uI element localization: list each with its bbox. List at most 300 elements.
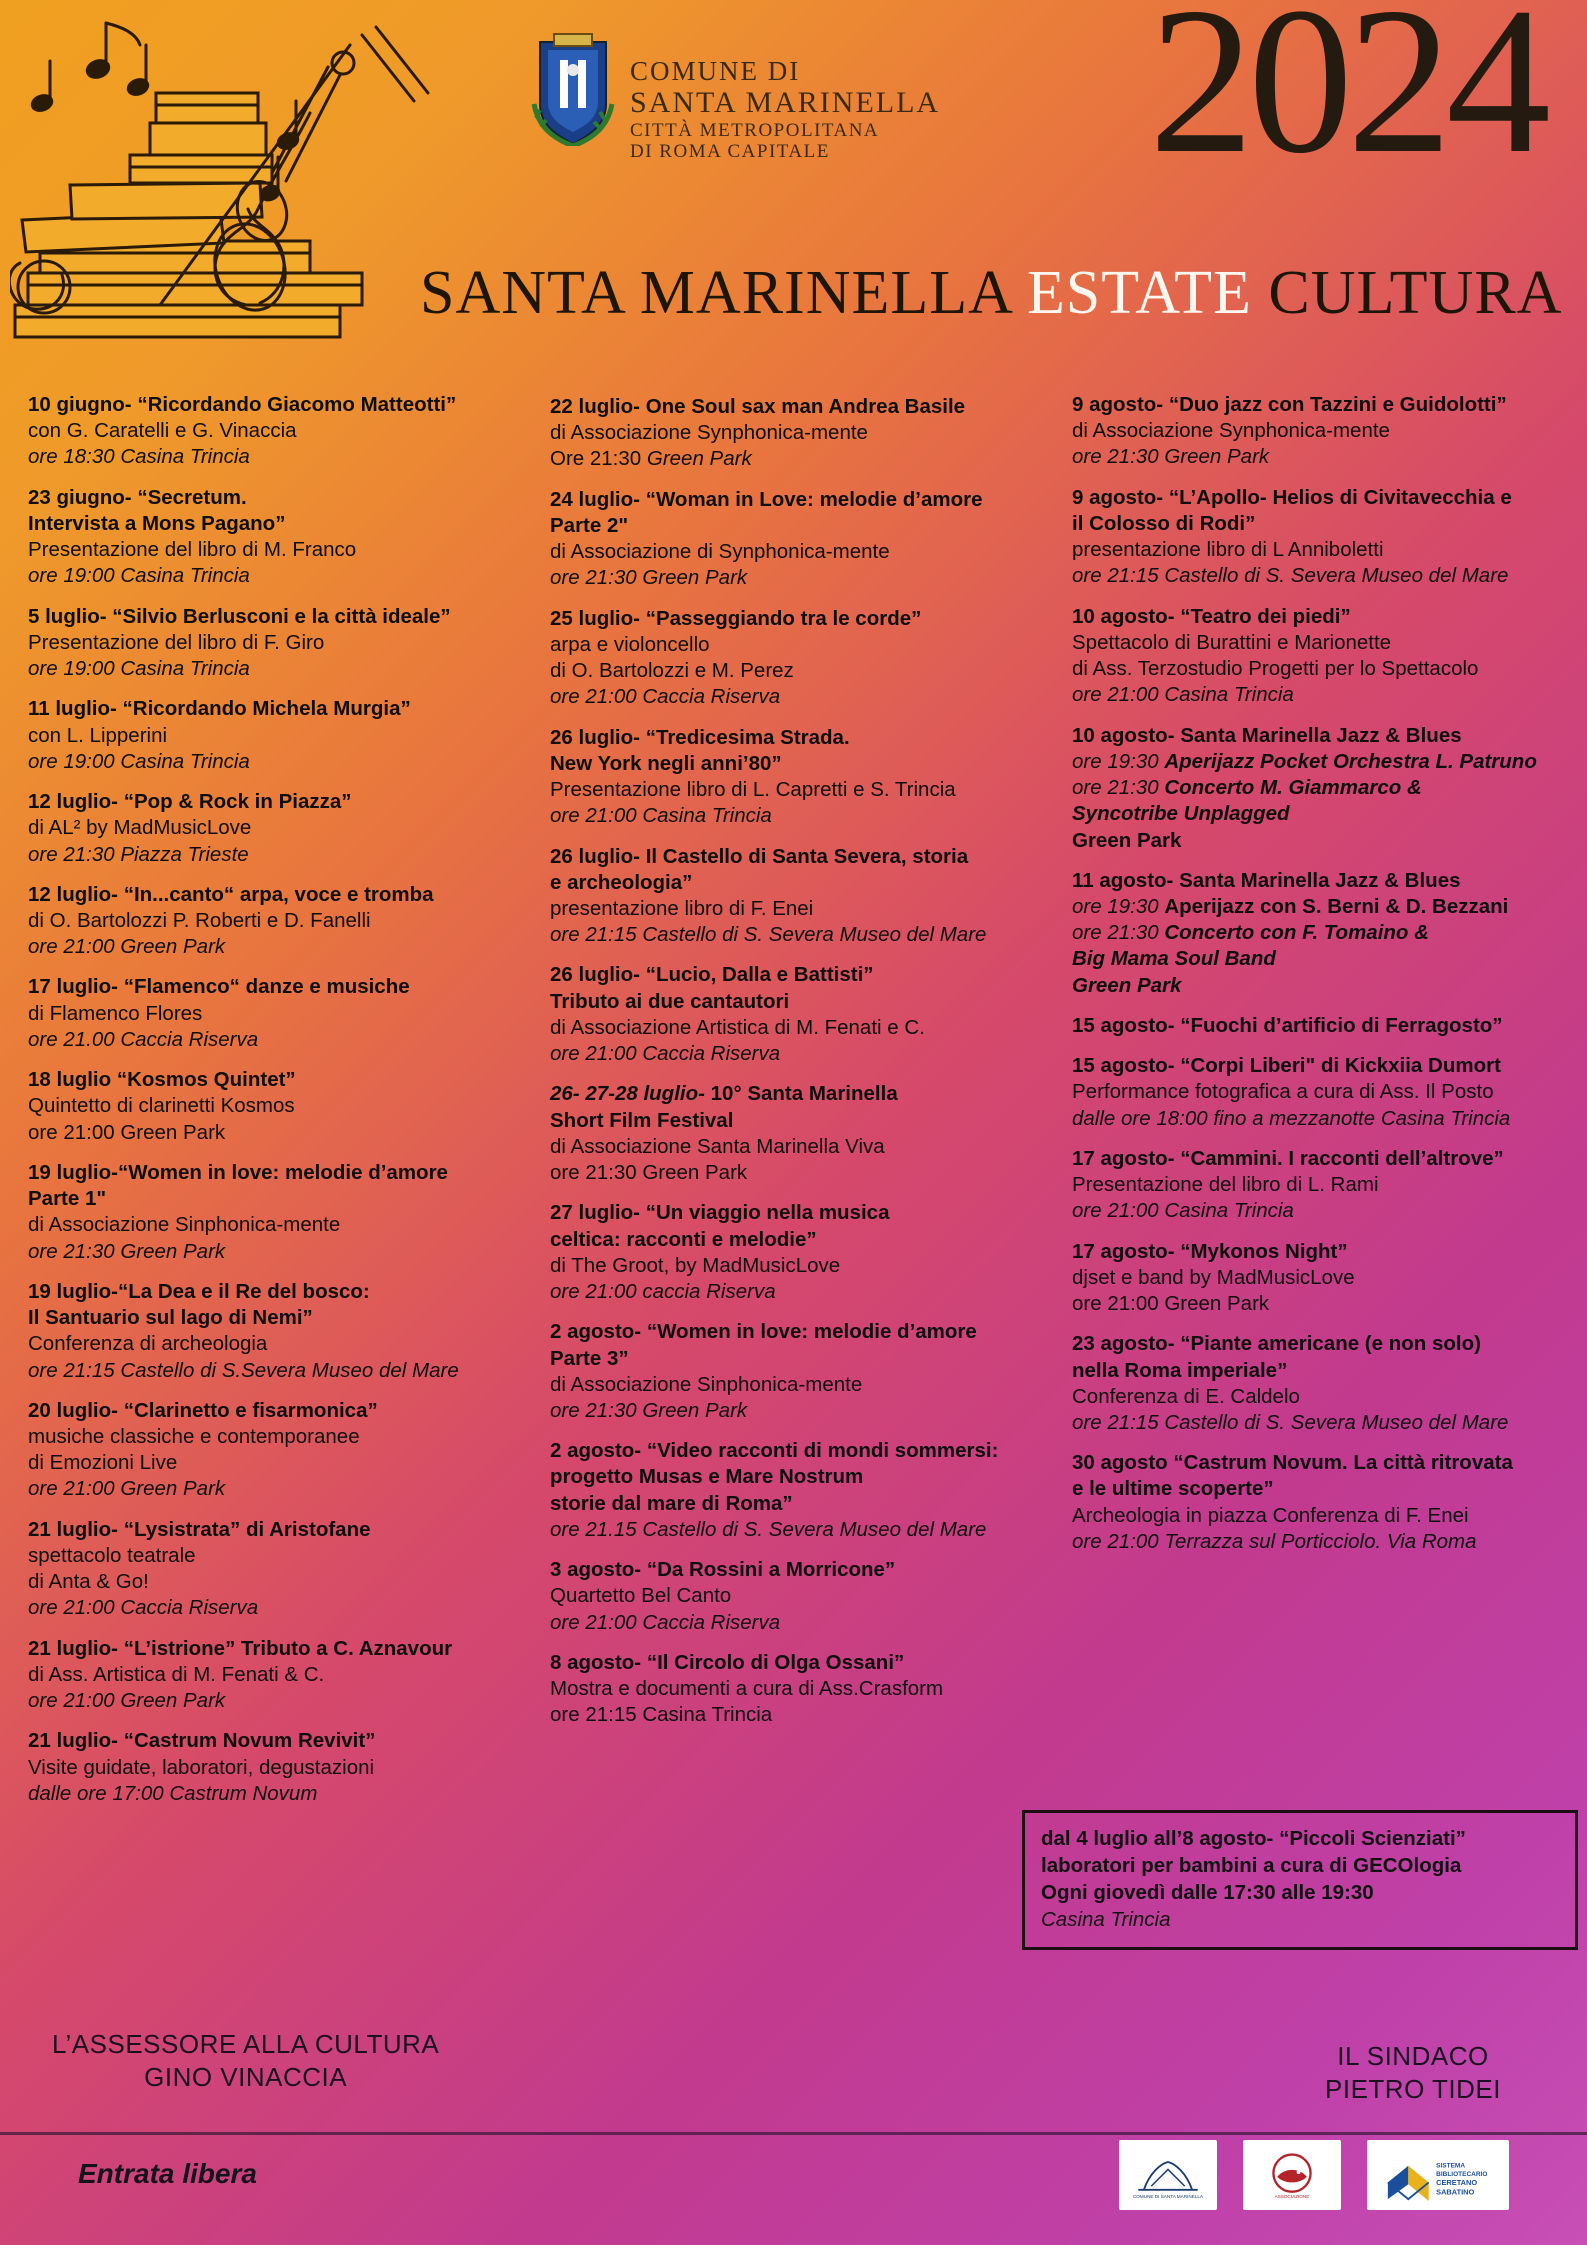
event-line-row bbox=[1072, 1291, 1572, 1317]
event-line: presentazione libro di F. Enei bbox=[550, 896, 814, 920]
svg-text:ASSOCIAZIONE: ASSOCIAZIONE bbox=[1274, 2194, 1310, 2200]
event-line-row bbox=[1072, 682, 1572, 708]
event-line-row bbox=[1072, 894, 1572, 920]
event-entry bbox=[550, 1438, 1050, 1543]
event-line-row bbox=[550, 1227, 1050, 1253]
event-entry bbox=[1072, 392, 1572, 471]
assessore-name: GINO VINACCIA bbox=[144, 2061, 348, 2092]
event-line-row bbox=[28, 749, 528, 775]
event-entry bbox=[28, 882, 528, 961]
event-line: 26 luglio- bbox=[550, 725, 646, 749]
event-line: 17 luglio- bbox=[28, 975, 124, 999]
event-line-row bbox=[550, 896, 1050, 922]
event-line-row bbox=[550, 1200, 1050, 1226]
event-entry bbox=[28, 696, 528, 775]
event-line-row bbox=[550, 1279, 1050, 1305]
event-line-row bbox=[1072, 868, 1572, 894]
event-line: 11 agosto- bbox=[1072, 868, 1180, 892]
event-line-row bbox=[550, 513, 1050, 539]
event-entry bbox=[1072, 723, 1572, 854]
sistema-bibliotecario-logo bbox=[1367, 2140, 1509, 2210]
event-line: ore 21:00 Casina Trincia bbox=[550, 804, 772, 828]
event-line: “Pop & Rock in Piazza” bbox=[123, 790, 352, 814]
event-line-row bbox=[28, 418, 528, 444]
event-entry bbox=[1072, 604, 1572, 709]
event-line: “Piante americane (e non solo) bbox=[1180, 1332, 1481, 1356]
event-line-row bbox=[550, 1081, 1050, 1107]
event-line: “Da Rossini a Morricone” bbox=[646, 1558, 896, 1582]
event-line-row bbox=[1072, 1358, 1572, 1384]
event-line: Ore 21:30 bbox=[550, 447, 647, 471]
event-line: dalle ore 17:00 Castrum Novum bbox=[28, 1781, 318, 1805]
event-line: ore 21:30 Green Park bbox=[550, 566, 748, 590]
event-line-row bbox=[550, 1108, 1050, 1134]
event-line: arpa e violoncello bbox=[550, 632, 710, 656]
event-line-row bbox=[550, 1491, 1050, 1517]
event-line-row bbox=[1072, 630, 1572, 656]
event-line-row bbox=[28, 934, 528, 960]
event-line-row bbox=[550, 725, 1050, 751]
free-entry-label: Entrata libera bbox=[78, 2158, 257, 2189]
event-line-row bbox=[28, 1358, 528, 1384]
event-line-row bbox=[1072, 1053, 1572, 1079]
event-line: Parte 3” bbox=[550, 1346, 629, 1370]
event-line: ore 21:15 Castello di S. Severa Museo del Mare bbox=[550, 923, 987, 947]
event-entry bbox=[28, 974, 528, 1053]
event-line: Intervista a Mons Pagano” bbox=[28, 511, 286, 535]
event-line: ore 21:00 Caccia Riserva bbox=[550, 1610, 781, 1634]
event-line: 26 luglio- bbox=[550, 844, 646, 868]
event-entry bbox=[550, 1319, 1050, 1424]
event-line: “La Dea e il Re del bosco: bbox=[117, 1279, 370, 1303]
kids-lab-line-3: Ogni giovedì dalle 17:30 alle 19:30 bbox=[1041, 1881, 1374, 1905]
event-line-row bbox=[28, 511, 528, 537]
event-line-row bbox=[1072, 1331, 1572, 1357]
sindaco-role: IL SINDACO bbox=[1337, 2041, 1489, 2071]
event-line-row bbox=[28, 1450, 528, 1476]
event-line: 8 agosto- bbox=[550, 1650, 647, 1674]
event-line: e archeologia” bbox=[550, 870, 693, 894]
event-line: Conferenza di archeologia bbox=[28, 1332, 268, 1356]
event-line-row bbox=[28, 1186, 528, 1212]
event-line: 11 luglio- bbox=[28, 697, 123, 721]
event-line-row bbox=[1072, 604, 1572, 630]
event-line: 23 agosto- bbox=[1072, 1332, 1181, 1356]
event-line-row bbox=[28, 1398, 528, 1424]
event-line: ore 21:00 caccia Riserva bbox=[550, 1280, 776, 1304]
event-line-row bbox=[1072, 511, 1572, 537]
event-line: 15 agosto- bbox=[1072, 1013, 1181, 1037]
event-line: di Associazione Synphonica-mente bbox=[1072, 419, 1390, 443]
event-line-row bbox=[1072, 1013, 1572, 1039]
event-line-row bbox=[550, 1134, 1050, 1160]
event-line: Presentazione del libro di L. Rami bbox=[1072, 1173, 1379, 1197]
event-line: Aperijazz con S. Berni & D. Bezzani bbox=[1164, 894, 1509, 918]
event-line: Green Park bbox=[1072, 973, 1182, 997]
year-heading: 2024 bbox=[1149, 0, 1545, 197]
event-line-row bbox=[550, 632, 1050, 658]
event-line: ore 21:00 Green Park bbox=[28, 1689, 226, 1713]
event-line: ore 21:30 bbox=[1072, 776, 1165, 800]
event-line: 21 luglio- bbox=[28, 1517, 124, 1541]
event-entry bbox=[1072, 485, 1572, 590]
association-logo bbox=[1243, 2140, 1341, 2210]
event-entry bbox=[1072, 1331, 1572, 1436]
event-entry bbox=[550, 1081, 1050, 1186]
event-line-row bbox=[28, 1543, 528, 1569]
event-line: ore 21:30 Piazza Trieste bbox=[28, 842, 249, 866]
books-and-instruments-illustration bbox=[10, 5, 480, 355]
svg-text:CERETANO: CERETANO bbox=[1436, 2178, 1478, 2188]
event-line-row bbox=[550, 803, 1050, 829]
title-part-1: SANTA MARINELLA bbox=[420, 259, 1027, 327]
event-line: 17 agosto- bbox=[1072, 1146, 1181, 1170]
event-line: Spettacolo di Burattini e Marionette bbox=[1072, 630, 1392, 654]
event-line-row bbox=[1072, 1450, 1572, 1476]
event-line: ore 19:30 bbox=[1072, 894, 1165, 918]
event-line: di Emozioni Live bbox=[28, 1451, 178, 1475]
event-line: di The Groot, by MadMusicLove bbox=[550, 1253, 841, 1277]
kids-lab-venue: Casina Trincia bbox=[1041, 1908, 1171, 1932]
event-line-row bbox=[550, 1041, 1050, 1067]
event-line: storie dal mare di Roma” bbox=[550, 1491, 793, 1515]
svg-text:SABATINO: SABATINO bbox=[1436, 2187, 1475, 2197]
event-line-row bbox=[550, 922, 1050, 948]
event-entry bbox=[28, 1728, 528, 1807]
event-line: di Flamenco Flores bbox=[28, 1001, 203, 1025]
event-line-row bbox=[550, 989, 1050, 1015]
event-line: ore 21:30 Green Park bbox=[550, 1398, 748, 1422]
event-line: “Women in love: melodie d’amore bbox=[117, 1160, 448, 1184]
event-line-row bbox=[550, 1438, 1050, 1464]
event-line: ore 21:30 bbox=[1072, 921, 1165, 945]
event-line-row bbox=[1072, 775, 1572, 801]
poster-header bbox=[0, 0, 1587, 360]
event-line: con G. Caratelli e G. Vinaccia bbox=[28, 419, 297, 443]
event-line-row bbox=[550, 1702, 1050, 1728]
event-line-row bbox=[28, 1569, 528, 1595]
event-line-row bbox=[550, 1015, 1050, 1041]
event-entry bbox=[550, 1200, 1050, 1305]
event-line: di Associazione Santa Marinella Viva bbox=[550, 1134, 885, 1158]
event-line-row bbox=[1072, 828, 1572, 854]
event-line-row bbox=[1072, 1239, 1572, 1265]
event-entry bbox=[550, 962, 1050, 1067]
event-line-row bbox=[550, 684, 1050, 710]
event-line: ore 19:00 Casina Trincia bbox=[28, 564, 250, 588]
event-line-row bbox=[28, 563, 528, 589]
event-line-row bbox=[1072, 749, 1572, 775]
title-part-2: ESTATE bbox=[1026, 259, 1269, 327]
event-line: 30 agosto bbox=[1072, 1451, 1174, 1475]
event-line-row bbox=[28, 630, 528, 656]
events-column-3 bbox=[1072, 392, 1572, 1821]
event-line: ore 19:00 Casina Trincia bbox=[28, 749, 250, 773]
event-line: “L’Apollo- Helios di Civitavecchia e bbox=[1168, 485, 1512, 509]
event-line: “Secretum. bbox=[137, 485, 247, 509]
kids-lab-dates: dal 4 luglio all’8 agosto- bbox=[1041, 1827, 1280, 1850]
event-line: “Duo jazz con Tazzini e Guidolotti” bbox=[1168, 393, 1507, 416]
event-line: “Castrum Novum Revivit” bbox=[123, 1729, 376, 1753]
event-line: 24 luglio- bbox=[550, 487, 646, 511]
event-line: “Un viaggio nella musica bbox=[645, 1201, 890, 1225]
event-line: 22 luglio- bbox=[550, 395, 646, 418]
event-line: Short Film Festival bbox=[550, 1108, 734, 1132]
event-line-row bbox=[550, 446, 1050, 472]
event-line: dalle ore 18:00 fino a mezzanotte Casina Trincia bbox=[1072, 1106, 1511, 1130]
event-line: di Anta & Go! bbox=[28, 1570, 149, 1594]
event-line: ore 21:00 Caccia Riserva bbox=[28, 1596, 259, 1620]
event-line: ore 21:00 Green Park bbox=[28, 1120, 226, 1144]
event-line-row bbox=[550, 1346, 1050, 1372]
event-line: Parte 2" bbox=[550, 513, 629, 537]
event-line-row bbox=[1072, 1146, 1572, 1172]
event-line-row bbox=[28, 974, 528, 1000]
event-line: di Ass. Artistica di M. Fenati & C. bbox=[28, 1662, 325, 1686]
event-line: “Il Circolo di Olga Ossani” bbox=[646, 1650, 905, 1674]
event-line: ore 21.15 Castello di S. Severa Museo del Mare bbox=[550, 1517, 987, 1541]
event-line: di Associazione Synphonica-mente bbox=[550, 421, 868, 445]
event-line: 21 luglio- bbox=[28, 1636, 124, 1660]
event-line: di Associazione di Synphonica-mente bbox=[550, 540, 890, 564]
event-line: “Woman in Love: melodie d’amore bbox=[645, 487, 983, 511]
event-line-row bbox=[28, 1305, 528, 1331]
event-line: Aperijazz Pocket Orchestra L. Patruno bbox=[1164, 749, 1537, 773]
event-line: ore 19:30 bbox=[1072, 749, 1165, 773]
event-line-row bbox=[550, 1610, 1050, 1636]
event-line: Mostra e documenti a cura di Ass.Crasform bbox=[550, 1677, 944, 1701]
event-line: ore 21:15 Castello di S. Severa Museo del Mare bbox=[1072, 564, 1509, 588]
event-line: 2 agosto- bbox=[550, 1439, 647, 1463]
kids-lab-line-2: laboratori per bambini a cura di GECOlogia bbox=[1041, 1854, 1462, 1878]
svg-text:COMUNE DI SANTA MARINELLA: COMUNE DI SANTA MARINELLA bbox=[1132, 2194, 1204, 2200]
event-line: Presentazione libro di L. Capretti e S. Trincia bbox=[550, 778, 956, 802]
event-line: 20 luglio- bbox=[28, 1398, 124, 1422]
event-line-row bbox=[1072, 418, 1572, 444]
event-line: ore 21:00 Green Park bbox=[28, 1477, 226, 1501]
event-line: Syncotribe Unplagged bbox=[1072, 802, 1290, 826]
event-line: Santa Marinella Jazz & Blues bbox=[1180, 723, 1462, 747]
event-line: 25 luglio- bbox=[550, 606, 646, 630]
event-line: di Ass. Terzostudio Progetti per lo Spettacolo bbox=[1072, 657, 1479, 681]
event-line-row bbox=[1072, 1198, 1572, 1224]
comune-line-4: DI ROMA CAPITALE bbox=[630, 141, 830, 163]
event-line: ore 21:00 Casina Trincia bbox=[1072, 1199, 1294, 1223]
event-line: “Women in love: melodie d’amore bbox=[646, 1320, 977, 1344]
event-line-row bbox=[28, 1517, 528, 1543]
event-line: ore 21:00 Caccia Riserva bbox=[550, 685, 781, 709]
events-columns bbox=[0, 392, 1587, 1821]
event-line: Presentazione del libro di F. Giro bbox=[28, 630, 325, 654]
sindaco-signature bbox=[1325, 2040, 1501, 2105]
event-line: 15 agosto- bbox=[1072, 1054, 1181, 1078]
event-line-row bbox=[1072, 1529, 1572, 1555]
event-line-row bbox=[550, 658, 1050, 684]
event-line-row bbox=[1072, 1384, 1572, 1410]
event-line-row bbox=[1072, 537, 1572, 563]
event-line: 10° Santa Marinella bbox=[710, 1082, 898, 1106]
event-line-row bbox=[1072, 1172, 1572, 1198]
event-line: il Colosso di Rodi” bbox=[1072, 511, 1256, 535]
event-line: 5 luglio- bbox=[28, 604, 113, 628]
event-line-row bbox=[550, 1676, 1050, 1702]
event-entry bbox=[550, 487, 1050, 592]
event-line-row bbox=[28, 723, 528, 749]
kids-lab-box bbox=[1022, 1810, 1578, 1950]
event-line-row bbox=[28, 1755, 528, 1781]
comune-line-1: COMUNE DI bbox=[630, 56, 801, 86]
event-line-row bbox=[550, 1253, 1050, 1279]
event-line-row bbox=[28, 485, 528, 511]
event-line-row bbox=[1072, 485, 1572, 511]
event-line-row bbox=[28, 1239, 528, 1265]
event-line-row bbox=[1072, 656, 1572, 682]
event-line: ore 21:00 Green Park bbox=[28, 935, 226, 959]
event-line: 27 luglio- bbox=[550, 1201, 646, 1225]
event-entry bbox=[28, 604, 528, 683]
event-line: di O. Bartolozzi P. Roberti e D. Fanelli bbox=[28, 908, 371, 932]
event-line: 12 luglio- bbox=[28, 882, 124, 906]
event-entry bbox=[28, 1279, 528, 1384]
event-line-row bbox=[28, 537, 528, 563]
event-line-row bbox=[1072, 1503, 1572, 1529]
event-line: “Ricordando Giacomo Matteotti” bbox=[137, 393, 457, 416]
svg-text:SISTEMA: SISTEMA bbox=[1436, 2162, 1466, 2170]
event-line: “Lucio, Dalla e Battisti” bbox=[645, 963, 874, 987]
event-line: Performance fotografica a cura di Ass. Il Posto bbox=[1072, 1080, 1494, 1104]
event-line-row bbox=[28, 604, 528, 630]
event-line: “Flamenco“ danze e musiche bbox=[123, 975, 410, 999]
event-line: Il Santuario sul lago di Nemi” bbox=[28, 1306, 313, 1330]
event-line-row bbox=[28, 842, 528, 868]
city-crest-icon bbox=[530, 30, 616, 146]
event-line: Green Park bbox=[646, 447, 752, 471]
event-line: di AL² by MadMusicLove bbox=[28, 816, 252, 840]
event-line: ore 21:30 Green Park bbox=[28, 1239, 226, 1263]
event-line-row bbox=[1072, 801, 1572, 827]
event-line: Tributo ai due cantautori bbox=[550, 989, 790, 1013]
event-line: One Soul sax man Andrea Basile bbox=[645, 395, 966, 418]
event-line: 9 agosto- bbox=[1072, 485, 1169, 509]
event-line: “Clarinetto e fisarmonica” bbox=[123, 1398, 378, 1422]
event-line-row bbox=[28, 1279, 528, 1305]
event-line: ore 21:00 Green Park bbox=[1072, 1292, 1270, 1316]
event-line-row bbox=[550, 1557, 1050, 1583]
event-line: 9 agosto- bbox=[1072, 393, 1169, 416]
event-entry bbox=[28, 789, 528, 868]
event-line: 26 luglio- bbox=[550, 963, 646, 987]
event-line: Il Castello di Santa Severa, storia bbox=[645, 844, 969, 868]
event-line: celtica: racconti e melodie” bbox=[550, 1227, 817, 1251]
title-part-3: CULTURA bbox=[1268, 259, 1563, 327]
event-line-row bbox=[28, 1476, 528, 1502]
event-line: ore 21:30 Green Park bbox=[1072, 445, 1270, 469]
footer-logos bbox=[1119, 2140, 1509, 2210]
event-line: ore 21:15 Casina Trincia bbox=[550, 1703, 773, 1727]
event-line: progetto Musas e Mare Nostrum bbox=[550, 1465, 864, 1489]
event-line-row bbox=[1072, 920, 1572, 946]
event-line: “L’istrione” Tributo a C. Aznavour bbox=[123, 1636, 453, 1660]
event-line-row bbox=[550, 539, 1050, 565]
event-line-row bbox=[28, 908, 528, 934]
event-line-row bbox=[1072, 1265, 1572, 1291]
event-entry bbox=[28, 1067, 528, 1146]
svg-text:BIBLIOTECARIO: BIBLIOTECARIO bbox=[1436, 2170, 1488, 2178]
event-line: “Tredicesima Strada. bbox=[645, 725, 850, 749]
event-line: Quintetto di clarinetti Kosmos bbox=[28, 1094, 295, 1118]
event-line-row bbox=[28, 1331, 528, 1357]
event-line-row bbox=[550, 751, 1050, 777]
footer-divider bbox=[0, 2132, 1587, 2135]
event-line-row bbox=[550, 962, 1050, 988]
event-line: 19 luglio- bbox=[28, 1279, 118, 1303]
event-line: 2 agosto- bbox=[550, 1320, 647, 1344]
event-line: Presentazione del libro di M. Franco bbox=[28, 538, 357, 562]
event-line: Santa Marinella Jazz & Blues bbox=[1179, 868, 1461, 892]
event-line: di Associazione Artistica di M. Fenati e C. bbox=[550, 1015, 925, 1039]
event-line-row bbox=[28, 882, 528, 908]
event-line: ore 21:30 Green Park bbox=[550, 1161, 748, 1185]
event-entry bbox=[28, 1517, 528, 1622]
event-line: e le ultime scoperte” bbox=[1072, 1477, 1274, 1501]
event-line: ore 21:00 Caccia Riserva bbox=[550, 1042, 781, 1066]
event-line-row bbox=[28, 1595, 528, 1621]
event-line-row bbox=[1072, 1410, 1572, 1436]
event-line-row bbox=[550, 487, 1050, 513]
event-line-row bbox=[28, 1212, 528, 1238]
event-line: “Corpi Liberi" di Kickxiia Dumort bbox=[1180, 1054, 1501, 1078]
event-entry bbox=[550, 606, 1050, 711]
event-line-row bbox=[1072, 973, 1572, 999]
event-line-row bbox=[550, 1398, 1050, 1424]
event-line-row bbox=[28, 1781, 528, 1807]
comune-line-3: CITTÀ METROPOLITANA bbox=[630, 119, 880, 141]
event-line: “Teatro dei piedi” bbox=[1180, 604, 1351, 628]
event-line: “Video racconti di mondi sommersi: bbox=[646, 1439, 999, 1463]
event-entry bbox=[1072, 1053, 1572, 1132]
event-line-row bbox=[28, 656, 528, 682]
event-entry bbox=[550, 394, 1050, 473]
event-entry bbox=[28, 1636, 528, 1715]
event-line: presentazione libro di L Anniboletti bbox=[1072, 538, 1384, 562]
event-entry bbox=[28, 1398, 528, 1503]
event-line: “Mykonos Night” bbox=[1180, 1239, 1348, 1263]
event-entry bbox=[1072, 1146, 1572, 1225]
event-line-row bbox=[28, 815, 528, 841]
event-line-row bbox=[550, 606, 1050, 632]
events-column-2 bbox=[550, 392, 1050, 1821]
event-line: ore 19:00 Casina Trincia bbox=[28, 657, 250, 681]
event-line: djset e band by MadMusicLove bbox=[1072, 1265, 1355, 1289]
event-line: New York negli anni’80” bbox=[550, 751, 782, 775]
comune-line-2: SANTA MARINELLA bbox=[630, 86, 941, 120]
comune-seal-logo bbox=[1119, 2140, 1217, 2210]
event-line-row bbox=[28, 696, 528, 722]
sindaco-name: PIETRO TIDEI bbox=[1325, 2073, 1501, 2104]
event-line: “Silvio Berlusconi e la città ideale” bbox=[112, 604, 451, 628]
events-column-1 bbox=[28, 392, 528, 1821]
event-entry bbox=[28, 392, 528, 471]
event-entry bbox=[550, 844, 1050, 949]
event-line-row bbox=[550, 1517, 1050, 1543]
event-line-row bbox=[1072, 392, 1572, 418]
event-line: 10 agosto- bbox=[1072, 723, 1181, 747]
event-line-row bbox=[550, 1372, 1050, 1398]
event-line: “Cammini. I racconti dell’altrove” bbox=[1180, 1146, 1504, 1170]
event-line-row bbox=[1072, 946, 1572, 972]
event-line: Concerto con F. Tomaino & bbox=[1164, 921, 1429, 945]
event-line-row bbox=[550, 1464, 1050, 1490]
